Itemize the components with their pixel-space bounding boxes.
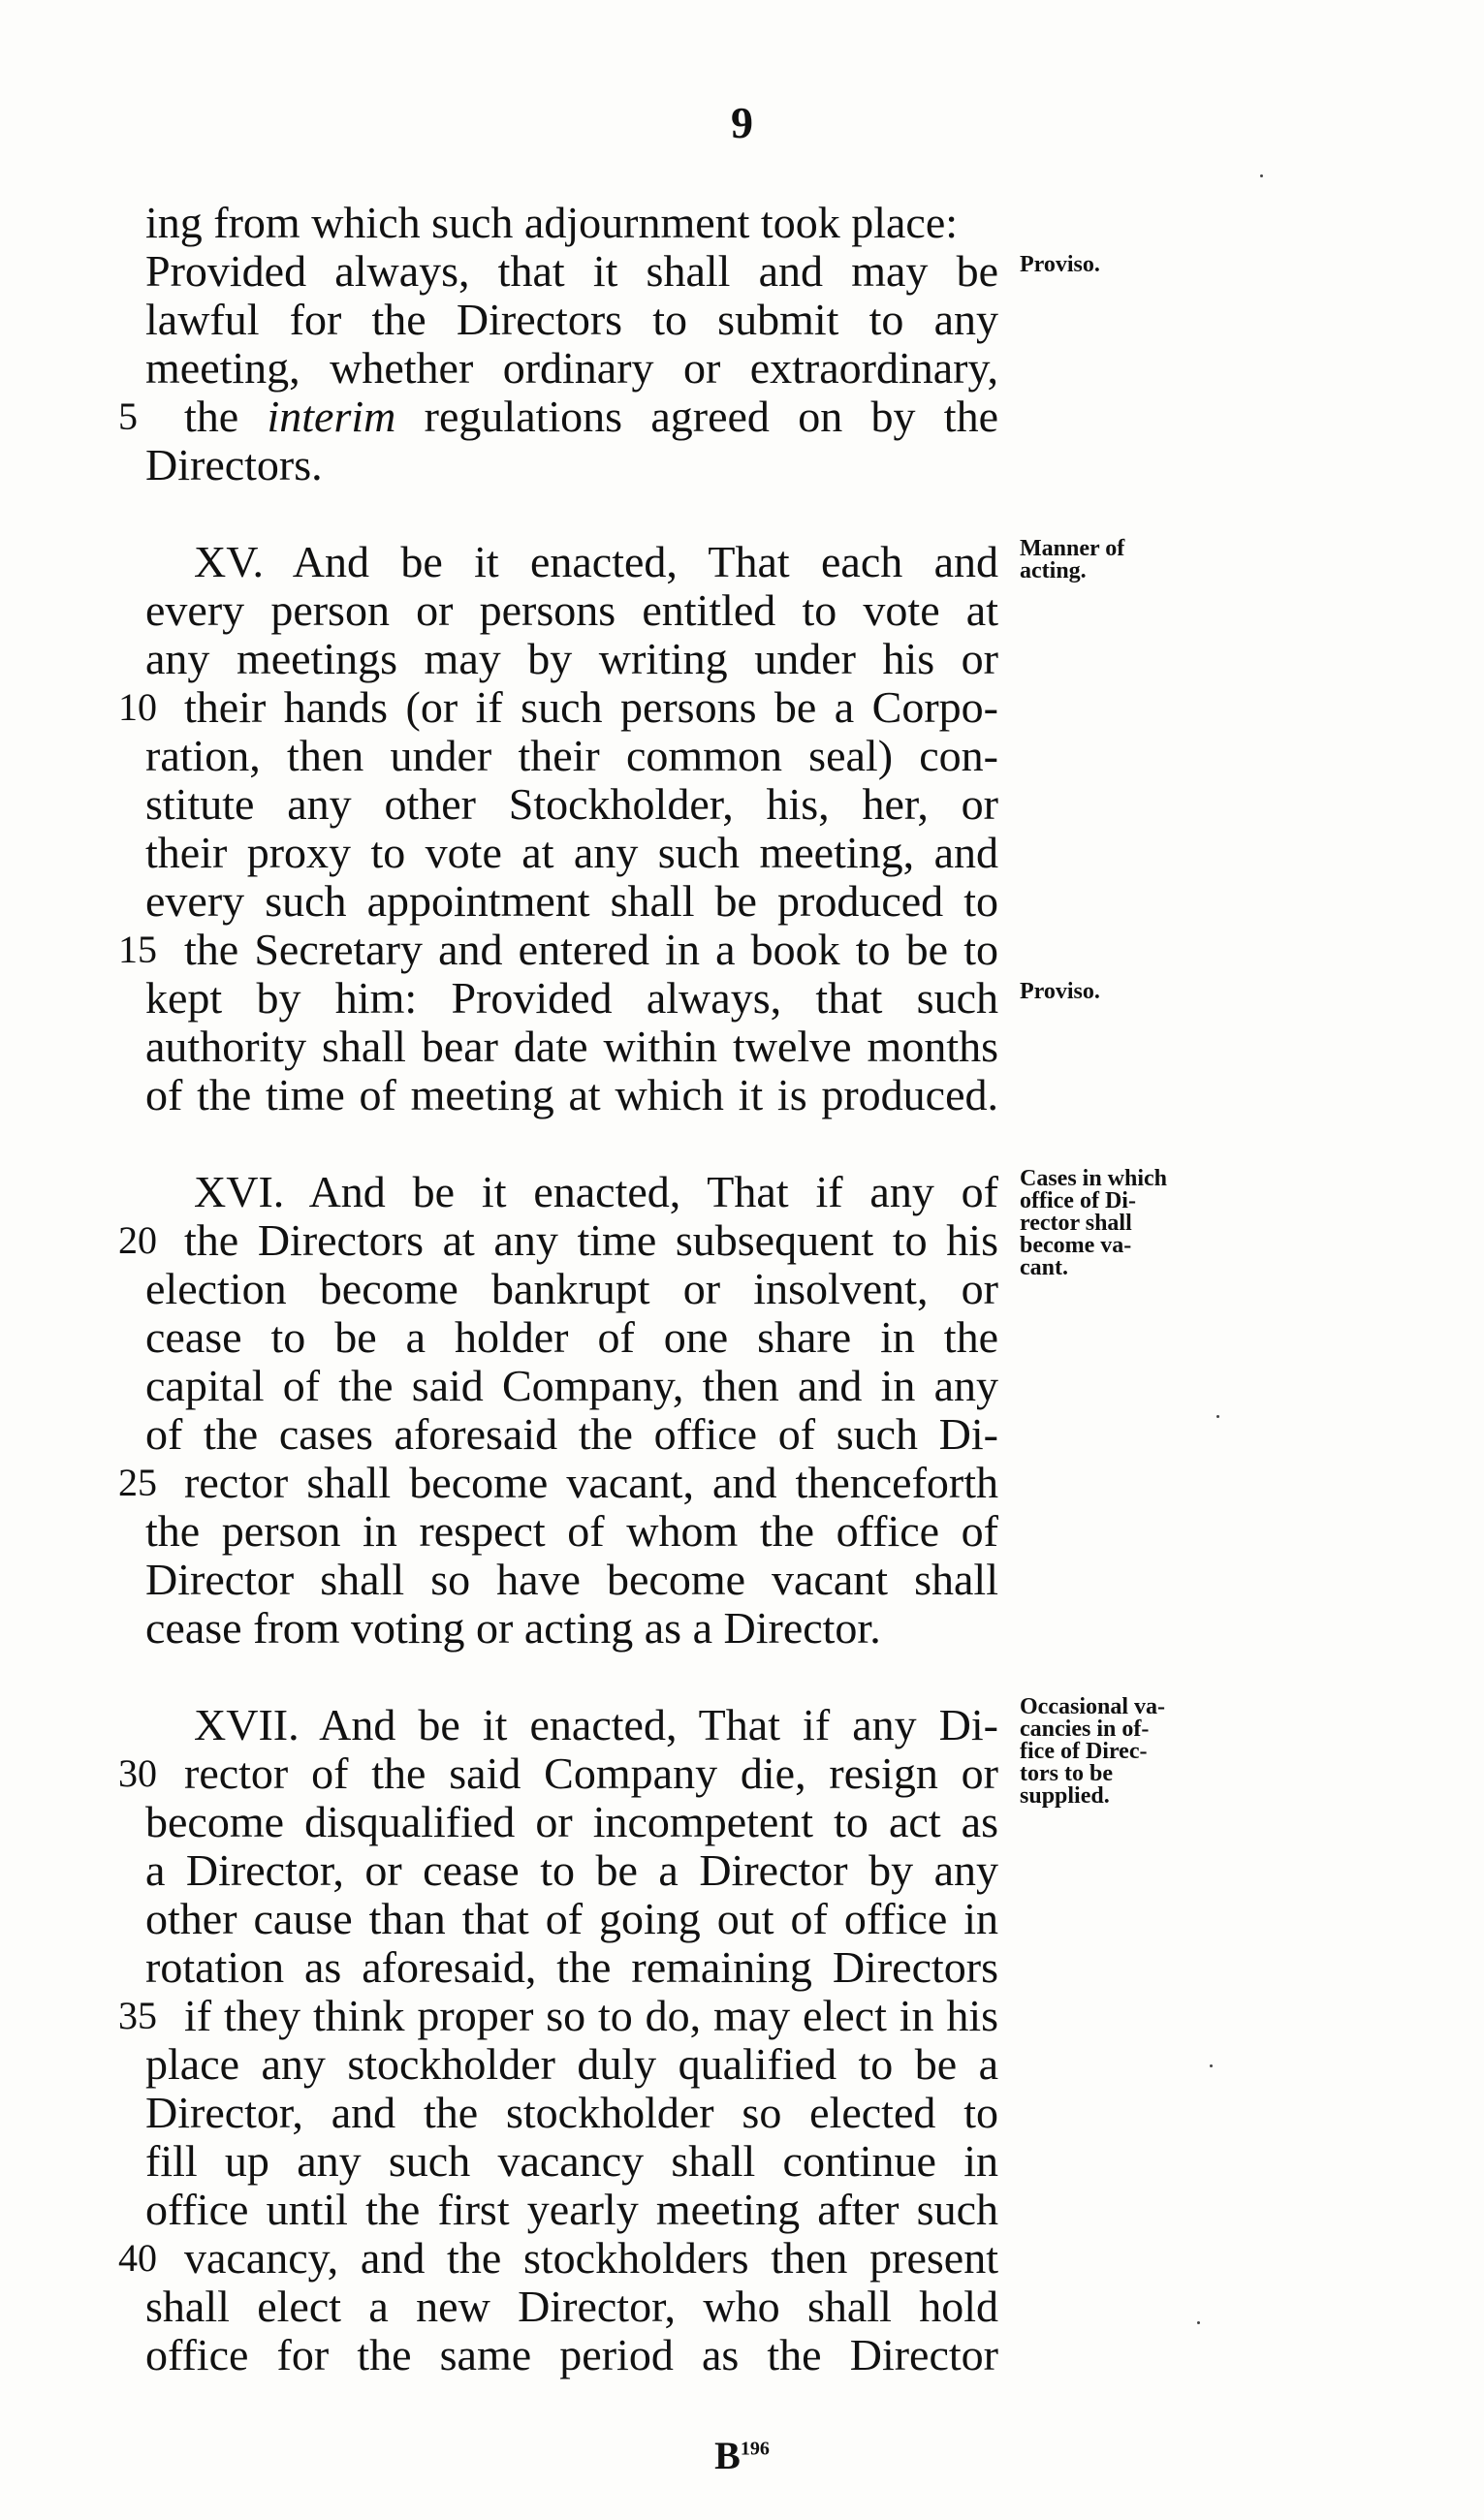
margin-note-line: fice of Direc-: [1020, 1739, 1148, 1764]
text-line: rector of the said Company die, resign or: [184, 1749, 998, 1798]
text-line: shall elect a new Director, who shall hold: [145, 2283, 998, 2331]
text-line: XVI. And be it enacted, That if any of: [194, 1168, 998, 1216]
text-line: election become bankrupt or insolvent, or: [145, 1265, 998, 1313]
text-line: vacancy, and the stockholders then present: [184, 2234, 998, 2283]
text-line: fill up any such vacancy shall continue in: [145, 2137, 998, 2186]
text-line: other cause than that of going out of office in: [145, 1895, 998, 1943]
text-line: the interim regulations agreed on by the: [184, 393, 998, 441]
text-line: Director shall so have become vacant shall: [145, 1556, 998, 1604]
text-line: office until the first yearly meeting after such: [145, 2186, 998, 2234]
margin-note-line: cant.: [1020, 1255, 1068, 1280]
text-line: place any stockholder duly qualified to be a: [145, 2040, 998, 2089]
margin-note-line: Proviso.: [1020, 979, 1100, 1004]
text-line: become disqualified or incompetent to act as: [145, 1798, 998, 1846]
text-line: Directors.: [145, 441, 323, 489]
line-number: 30: [118, 1751, 157, 1795]
print-speck: [1216, 1415, 1219, 1418]
margin-note: [1020, 538, 1233, 583]
line-number: 40: [118, 2236, 157, 2280]
print-speck: [1260, 174, 1263, 177]
margin-note-line: Proviso.: [1020, 252, 1100, 277]
text-line: ing from which such adjournment took place:: [145, 199, 959, 247]
signature-mark: [0, 2433, 1484, 2478]
text-line: the Directors at any time subsequent to his: [184, 1216, 998, 1265]
margin-note-line: acting.: [1020, 558, 1087, 583]
text-line: cease from voting or acting as a Director.: [145, 1604, 881, 1653]
text-line: of the time of meeting at which it is produced.: [145, 1071, 998, 1119]
text-line: XVII. And be it enacted, That if any Di-: [194, 1701, 998, 1749]
line-number: 10: [118, 685, 157, 729]
margin-note: [1020, 1168, 1233, 1279]
margin-note-line: Manner of: [1020, 536, 1125, 561]
line-number: 15: [118, 928, 157, 971]
margin-note-line: tors to be: [1020, 1761, 1113, 1786]
text-line: rotation as aforesaid, the remaining Directors: [145, 1943, 998, 1992]
line-number: 25: [118, 1461, 157, 1504]
print-speck: [1210, 2064, 1213, 2067]
margin-note-line: rector shall: [1020, 1211, 1132, 1236]
margin-note: [1020, 254, 1233, 276]
margin-note-line: become va-: [1020, 1233, 1132, 1258]
margin-note-line: cancies in of-: [1020, 1717, 1150, 1742]
margin-note: [1020, 981, 1233, 1003]
text-line: meeting, whether ordinary or extraordinary,: [145, 344, 998, 393]
text-line: a Director, or cease to be a Director by any: [145, 1846, 998, 1895]
text-line: if they think proper so to do, may elect in his: [184, 1992, 998, 2040]
text-line: their hands (or if such persons be a Corpo-: [184, 683, 998, 732]
text-line: lawful for the Directors to submit to any: [145, 296, 998, 344]
text-line: of the cases aforesaid the office of such Di-: [145, 1410, 998, 1459]
line-number: 5: [118, 394, 138, 438]
text-line: office for the same period as the Director: [145, 2331, 998, 2379]
text-line: every such appointment shall be produced to: [145, 877, 998, 926]
italic-term: interim: [267, 393, 396, 441]
signature-letter: B: [714, 2434, 741, 2477]
text-line: their proxy to vote at any such meeting, and: [145, 829, 998, 877]
text-line: any meetings may by writing under his or: [145, 635, 998, 683]
text-line: every person or persons entitled to vote at: [145, 586, 998, 635]
margin-note: [1020, 1696, 1233, 1808]
margin-note-line: Cases in which: [1020, 1166, 1168, 1191]
text-line: ration, then under their common seal) con-: [145, 732, 998, 780]
print-speck: [1197, 2321, 1200, 2324]
text-line: kept by him: Provided always, that such: [145, 974, 998, 1023]
text-line: Provided always, that it shall and may be: [145, 247, 998, 296]
text-line: stitute any other Stockholder, his, her, or: [145, 780, 998, 829]
text-line: cease to be a holder of one share in the: [145, 1313, 998, 1362]
line-number: 35: [118, 1994, 157, 2037]
signature-number: 196: [740, 2438, 770, 2460]
margin-note-line: supplied.: [1020, 1783, 1110, 1809]
text-line: authority shall bear date within twelve months: [145, 1023, 998, 1071]
line-number: 20: [118, 1218, 157, 1262]
text-line: rector shall become vacant, and thenceforth: [184, 1459, 998, 1507]
page-number: 9: [731, 98, 753, 147]
text-line: the person in respect of whom the office of: [145, 1507, 998, 1556]
text-line: XV. And be it enacted, That each and: [194, 538, 998, 586]
text-line: capital of the said Company, then and in any: [145, 1362, 998, 1410]
margin-note-line: Occasional va-: [1020, 1694, 1165, 1719]
margin-note-line: office of Di-: [1020, 1188, 1136, 1213]
text-line: Director, and the stockholder so elected to: [145, 2089, 998, 2137]
text-line: the Secretary and entered in a book to be to: [184, 926, 998, 974]
